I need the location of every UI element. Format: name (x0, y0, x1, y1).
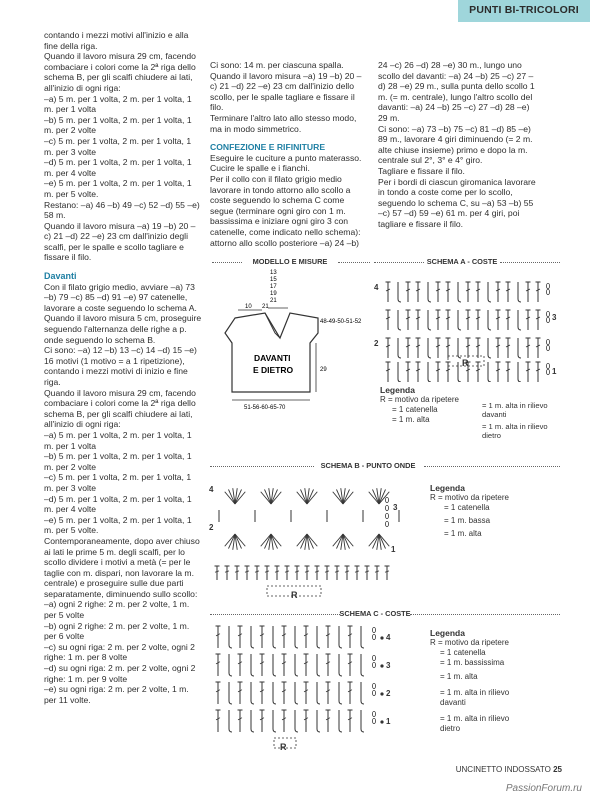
column-2-paragraphs (210, 60, 368, 134)
legend-dc: = 1 m. alta (444, 529, 482, 538)
side-measures: 48-49-50-51-52 (320, 319, 362, 325)
legend-dc: = 1 m. alta (392, 415, 430, 424)
paragraph: Restano: –a) 46 –b) 49 –c) 52 –d) 55 –e) 58 m. (44, 199, 200, 221)
row-label: 3 (393, 503, 398, 512)
schema-a-title: SCHEMA A - COSTE (426, 257, 498, 266)
neck-measure-3: 17 (270, 284, 277, 290)
neck-measure-5: 21 (270, 298, 277, 304)
post-stitch (295, 710, 298, 732)
legend-fpdc: = 1 m. alta in rilievo davanti (440, 688, 510, 707)
paragraph: –b) 5 m. per 1 volta, 2 m. per 1 volta, 1 m. per 2 volte (44, 451, 192, 472)
paragraph: –e) 5 m. per 1 volta, 2 m. per 1 volta, 1 m. per 5 volte. (44, 514, 192, 536)
modello-title: MODELLO E MISURE (252, 257, 328, 266)
chain-stitch (546, 369, 549, 374)
post-stitch (488, 310, 491, 330)
post-stitch (488, 338, 491, 358)
paragraph: Quando il lavoro misura 29 cm, facendo combaciare i colori come la 2ª riga dello schema B, per gli scalfi chiudere ai lati, all'inizio di ogni riga: (44, 387, 196, 430)
row-label: 3 (552, 313, 557, 322)
post-stitch (398, 338, 401, 358)
post-stitch (428, 310, 431, 330)
post-stitch (317, 654, 320, 676)
paragraph: –c) 5 m. per 1 volta, 2 m. per 1 volta, 1 m. per 3 volte (44, 135, 192, 157)
section-title: PUNTI BI-TRICOLORI (469, 4, 579, 16)
paragraph: attorno allo scollo posteriore –a) 24 –b) (210, 237, 360, 248)
text-column-3 (378, 60, 538, 230)
legend-title: Legenda (380, 385, 415, 395)
schema-a-chart (372, 270, 560, 382)
neck-measure-4: 19 (270, 291, 277, 297)
post-stitch (295, 626, 298, 648)
divider (210, 614, 340, 615)
row-label: 2 (386, 689, 391, 698)
paragraph: –c) su ogni riga: 2 m. per 2 volte, ogni 2 righe: 1 m. per 8 volte (44, 641, 195, 663)
paragraph: –d) 5 m. per 1 volta, 2 m. per 1 volta, 1 m. per 4 volte (44, 157, 192, 178)
post-stitch (273, 654, 276, 676)
chain-stitch (385, 513, 388, 518)
paragraph: –a) ogni 2 righe: 2 m. per 2 volte, 1 m. per 5 volte (44, 599, 190, 621)
schema-c-chart (210, 620, 426, 756)
chain-stitch (546, 311, 549, 316)
legend-sc: = 1 m. bassa (444, 516, 491, 525)
column-3-paragraphs (378, 60, 538, 230)
post-stitch (458, 362, 461, 382)
post-stitch (361, 626, 364, 648)
post-stitch (251, 682, 254, 704)
chain-stitch (372, 711, 375, 716)
post-stitch (398, 362, 401, 382)
paragraph: Ci sono: 14 m. per ciascuna spalla. (210, 60, 344, 70)
paragraph: –d) su ogni riga: 2 m. per 2 volte, ogni 2 righe: 1 m. per 9 volte (44, 663, 196, 684)
legend-bpdc: = 1 m. alta in rilievo dietro (482, 422, 548, 440)
chain-stitch (546, 317, 549, 322)
chain-stitch (546, 339, 549, 344)
post-stitch (458, 282, 461, 302)
legend-chain: = 1 catenella (440, 648, 486, 657)
post-stitch (458, 338, 461, 358)
post-stitch (488, 362, 491, 382)
post-stitch (339, 654, 342, 676)
repeat-label: R (280, 742, 287, 752)
post-stitch (361, 654, 364, 676)
paragraph: –b) ogni 2 righe: 2 m. per 2 volte, 1 m. per 6 volte (44, 620, 190, 642)
repeat-label: R (462, 358, 469, 368)
row-label: 1 (386, 717, 391, 726)
row-label: 2 (374, 339, 379, 348)
paragraph: –a) 5 m. per 1 volta, 2 m. per 1 volta, 1 m. per 1 volta (44, 93, 192, 115)
paragraph: Per il collo con il filato grigio medio lavorare in tondo attorno allo scollo a coste seguendo lo schema C come segue (terminare ogni giro con 1 m. bassissima e iniziare ogni giro 3 con catenelle, come indicato nello schema): (210, 173, 361, 237)
paragraph: Ci sono: –a) 12 –b) 13 –c) 14 –d) 15 –e) 16 motivi (1 motivo = a 1 ripetizione), contando i mezzi motivi di inizio e fine riga. (44, 345, 197, 387)
post-stitch (361, 682, 364, 704)
chain-stitch (546, 289, 549, 294)
post-stitch (229, 682, 232, 704)
chain-stitch (546, 363, 549, 368)
post-stitch (295, 654, 298, 676)
paragraph: Con il filato grigio medio, avviare –a) 73 –b) 79 –c) 85 –d) 91 –e) 97 catenelle, lavorare a coste seguendo lo schema A. (44, 281, 197, 313)
post-stitch (428, 362, 431, 382)
legend-slst: = 1 m. bassissima (440, 658, 505, 667)
paragraph: Ci sono: –a) 73 –b) 75 –c) 81 –d) 85 –e) 89 m., lavorare 4 giri diminuendo (= 2 m. alte chiuse insieme) primo e dopo la m. centrale sul 2°, 3° e 4° giro. (378, 123, 533, 166)
watermark: PassionForum.ru (505, 783, 582, 794)
divider (212, 262, 242, 263)
post-stitch (339, 710, 342, 732)
schema-c-title: SCHEMA C - COSTE (339, 609, 411, 618)
height-measure: 29 (320, 367, 327, 373)
paragraph: Contemporaneamente, dopo aver chiuso ai lati le prime 5 m. degli scalfi, per lo scollo dividere i motivi a metà (= per le taglie con m. dispari, non lavorare la m. centrale) e proseguire sulle due parti separatamente, diminuendo sullo scollo: (44, 535, 200, 599)
row-label: 1 (552, 367, 557, 376)
row-label: 1 (391, 545, 396, 554)
paragraph: 24 –c) 26 –d) 28 –e) 30 m., lungo uno scollo del davanti: –a) 24 –b) 25 –c) 27 –d) 28 –e) 29 m., sulla punta dello scollo 1 m. (= m. centrale), lungo l'altro scollo del davanti: –a) 24 –b) 25 –c) 27 –d) 28 –e) 29 m. (378, 60, 535, 123)
page-number: 25 (553, 765, 562, 774)
post-stitch (428, 282, 431, 302)
post-stitch (518, 310, 521, 330)
post-stitch (398, 282, 401, 302)
slst-stitch (380, 664, 383, 667)
paragraph: Quando il lavoro misura –a) 19 –b) 20 –c) 21 –d) 22 –e) 23 cm dall'inizio dello scollo, per le spalle tagliare e fissare il filo. (210, 70, 362, 113)
post-stitch (229, 654, 232, 676)
row-label: 4 (374, 283, 379, 292)
post-stitch (361, 710, 364, 732)
confezione-heading: CONFEZIONE E RIFINITURE (210, 142, 326, 153)
text-column-1 (44, 30, 202, 705)
post-stitch (518, 362, 521, 382)
post-stitch (273, 710, 276, 732)
post-stitch (317, 626, 320, 648)
post-stitch (518, 282, 521, 302)
post-stitch (518, 338, 521, 358)
chain-stitch (372, 627, 375, 632)
post-stitch (398, 310, 401, 330)
paragraph: –b) 5 m. per 1 volta, 2 m. per 1 volta, 1 m. per 2 volte (44, 114, 192, 136)
neck-width-measure: 21 (262, 304, 269, 310)
page-footer (382, 765, 562, 774)
shoulder-measure: 10 (245, 304, 252, 310)
chain-stitch (546, 345, 549, 350)
schema-b-chart (205, 474, 420, 600)
chain-stitch (385, 505, 388, 510)
legend-title: Legenda (430, 628, 465, 638)
chain-stitch (546, 283, 549, 288)
row-label: 4 (386, 633, 391, 642)
legend-fpdc: = 1 m. alta in rilievo davanti (482, 401, 548, 419)
post-stitch (229, 710, 232, 732)
paragraph: Quando il lavoro misura –a) 19 –b) 20 –c) 21 –d) 22 –e) 23 cm dall'inizio degli scalfi, per le spalle e scollo tagliare e fissare il filo. (44, 220, 196, 263)
schema-c-legend (430, 628, 560, 734)
legend-title: Legenda (430, 483, 465, 493)
chain-stitch (385, 521, 388, 526)
slst-stitch (380, 692, 383, 695)
legend-repeat: R = motivo da ripetere (430, 638, 509, 647)
slst-stitch (380, 636, 383, 639)
neck-measure-1: 13 (270, 270, 277, 276)
post-stitch (251, 654, 254, 676)
paragraph: Quando il lavoro misura 29 cm, facendo combaciare i colori come la 2ª riga dello schema B, per gli scalfi chiudere ai lati, all'inizio di ogni riga: (44, 51, 196, 93)
post-stitch (295, 682, 298, 704)
chain-stitch (372, 662, 375, 667)
chain-stitch (372, 690, 375, 695)
width-measures: 51-56-60-65-70 (244, 405, 286, 411)
paragraph: –e) 5 m. per 1 volta, 2 m. per 1 volta, 1 m. per 5 volte. (44, 178, 192, 199)
column-1-paragraphs (44, 30, 202, 263)
legend-chain: = 1 catenella (392, 405, 438, 414)
chain-stitch (385, 497, 388, 502)
paragraph: –a) 5 m. per 1 volta, 2 m. per 1 volta, 1 m. per 1 volta (44, 429, 192, 451)
post-stitch (317, 682, 320, 704)
divider (338, 262, 370, 263)
paragraph: –d) 5 m. per 1 volta, 2 m. per 1 volta, 1 m. per 4 volte (44, 493, 192, 515)
post-stitch (273, 626, 276, 648)
post-stitch (339, 626, 342, 648)
divider (410, 614, 560, 615)
row-label: 4 (209, 485, 214, 494)
legend-repeat: R = motivo da ripetere (380, 395, 459, 404)
schema-b-legend (430, 483, 550, 539)
schema-b-title: SCHEMA B - PUNTO ONDE (320, 461, 416, 470)
row-label: 2 (209, 523, 214, 532)
davanti-paragraphs (44, 282, 202, 706)
magazine-name: UNCINETTO INDOSSATO (455, 765, 551, 774)
paragraph: Eseguire le cuciture a punto materasso. (210, 152, 362, 163)
chain-stitch (372, 683, 375, 688)
legend-bpdc: = 1 m. alta in rilievo dietro (440, 714, 510, 733)
paragraph: Tagliare e fissare il filo. (378, 165, 465, 176)
paragraph: Cucire le spalle e i fianchi. (210, 163, 310, 174)
paragraph: contando i mezzi motivi all'inizio e alla fine della riga. (44, 30, 189, 51)
paragraph: –e) su ogni riga: 2 m. per 2 volte, 1 m. per 11 volte. (44, 684, 189, 705)
slst-stitch (380, 720, 383, 723)
garment-schematic (210, 268, 370, 418)
body-label-1: DAVANTI (254, 353, 291, 363)
legend-chain: = 1 catenella (444, 503, 490, 512)
chain-stitch (372, 718, 375, 723)
post-stitch (428, 338, 431, 358)
body-label-2: E DIETRO (253, 365, 294, 375)
neck-measure-2: 15 (270, 277, 277, 283)
post-stitch (251, 626, 254, 648)
post-stitch (229, 626, 232, 648)
davanti-heading: Davanti (44, 271, 77, 282)
post-stitch (339, 682, 342, 704)
chain-stitch (372, 634, 375, 639)
divider (500, 262, 560, 263)
paragraph: Terminare l'altro lato allo stesso modo, ma in modo simmetrico. (210, 112, 357, 134)
confezione-paragraphs (210, 153, 368, 248)
post-stitch (488, 282, 491, 302)
divider (210, 466, 314, 467)
schema-a-legend-right (482, 402, 556, 440)
paragraph: Quando il lavoro misura 5 cm, proseguire seguendo l'alternanza delle righe a p. onde seguendo lo schema B. (44, 313, 202, 345)
chain-stitch (372, 655, 375, 660)
legend-repeat: R = motivo da ripetere (430, 493, 509, 502)
divider (374, 262, 424, 263)
divider (424, 466, 560, 467)
row-label: 3 (386, 661, 391, 670)
text-column-2 (210, 60, 368, 248)
paragraph: –c) 5 m. per 1 volta, 2 m. per 1 volta, 1 m. per 3 volte (44, 472, 192, 493)
post-stitch (251, 710, 254, 732)
post-stitch (458, 310, 461, 330)
post-stitch (317, 710, 320, 732)
paragraph: Per i bordi di ciascun giromanica lavorare in tondo a coste come per lo scollo, seguendo lo schema C, su –a) 53 –b) 55 –c) 57 –d) 59 –e) 61 m. per 4 giri, poi tagliare e fissare il filo. (378, 176, 536, 229)
legend-dc: = 1 m. alta (440, 672, 478, 681)
post-stitch (273, 682, 276, 704)
repeat-label: R (291, 590, 298, 600)
